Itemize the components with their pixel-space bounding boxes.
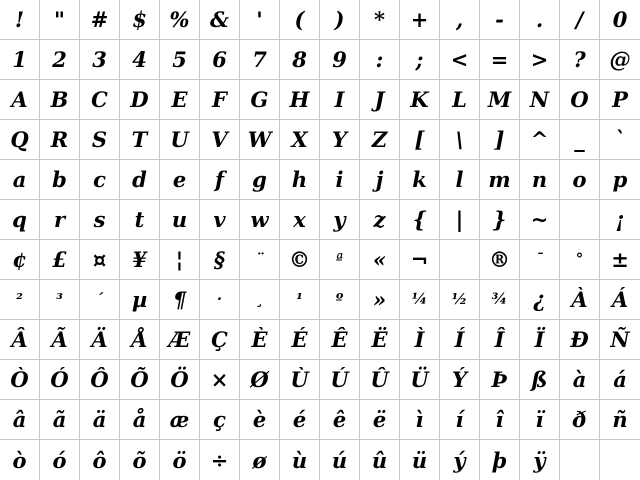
glyph-cell[interactable]: û	[360, 440, 400, 480]
glyph-cell[interactable]: ¦	[160, 240, 200, 280]
glyph-cell[interactable]: Ë	[360, 320, 400, 360]
glyph-cell[interactable]: Ô	[80, 360, 120, 400]
glyph-cell[interactable]: ×	[200, 360, 240, 400]
glyph-cell[interactable]: á	[600, 360, 640, 400]
glyph-cell[interactable]: Û	[360, 360, 400, 400]
glyph-cell[interactable]: Ù	[280, 360, 320, 400]
glyph-cell[interactable]: _	[560, 120, 600, 160]
glyph-cell[interactable]: :	[360, 40, 400, 80]
glyph-cell[interactable]: ¿	[520, 280, 560, 320]
glyph-cell[interactable]: g	[240, 160, 280, 200]
glyph-cell[interactable]: é	[280, 400, 320, 440]
glyph-cell[interactable]: w	[240, 200, 280, 240]
glyph-cell[interactable]: ú	[320, 440, 360, 480]
glyph-cell[interactable]: Ð	[560, 320, 600, 360]
glyph-cell[interactable]: É	[280, 320, 320, 360]
glyph-cell[interactable]: G	[240, 80, 280, 120]
glyph-cell[interactable]: =	[480, 40, 520, 80]
glyph-cell[interactable]	[560, 200, 600, 240]
glyph-cell[interactable]: Á	[600, 280, 640, 320]
glyph-cell[interactable]: *	[360, 0, 400, 40]
glyph-cell[interactable]: m	[480, 160, 520, 200]
glyph-cell[interactable]: ,	[440, 0, 480, 40]
glyph-cell[interactable]: ç	[200, 400, 240, 440]
glyph-cell[interactable]: ;	[400, 40, 440, 80]
glyph-cell[interactable]: »	[360, 280, 400, 320]
glyph-cell[interactable]: A	[0, 80, 40, 120]
glyph-cell[interactable]: x	[280, 200, 320, 240]
glyph-cell[interactable]: ä	[80, 400, 120, 440]
glyph-cell[interactable]: ó	[40, 440, 80, 480]
glyph-cell[interactable]: Î	[480, 320, 520, 360]
glyph-cell[interactable]: æ	[160, 400, 200, 440]
glyph-cell[interactable]: B	[40, 80, 80, 120]
glyph-cell[interactable]: S	[80, 120, 120, 160]
glyph-cell[interactable]: ´	[80, 280, 120, 320]
glyph-cell[interactable]: c	[80, 160, 120, 200]
glyph-cell[interactable]: ¢	[0, 240, 40, 280]
glyph-cell[interactable]: \	[440, 120, 480, 160]
glyph-cell[interactable]: 9	[320, 40, 360, 80]
glyph-cell[interactable]: U	[160, 120, 200, 160]
glyph-cell[interactable]: <	[440, 40, 480, 80]
glyph-cell[interactable]: /	[560, 0, 600, 40]
glyph-cell[interactable]: $	[120, 0, 160, 40]
glyph-cell[interactable]: Ã	[40, 320, 80, 360]
glyph-cell[interactable]: Ü	[400, 360, 440, 400]
glyph-cell[interactable]: t	[120, 200, 160, 240]
glyph-cell[interactable]: |	[440, 200, 480, 240]
glyph-cell[interactable]: 5	[160, 40, 200, 80]
glyph-cell[interactable]: N	[520, 80, 560, 120]
glyph-cell[interactable]: ß	[520, 360, 560, 400]
glyph-cell[interactable]: s	[80, 200, 120, 240]
glyph-cell[interactable]: h	[280, 160, 320, 200]
glyph-cell[interactable]: p	[600, 160, 640, 200]
glyph-cell[interactable]: (	[280, 0, 320, 40]
glyph-cell[interactable]: !	[0, 0, 40, 40]
glyph-cell[interactable]: 0	[600, 0, 640, 40]
glyph-cell[interactable]: '	[240, 0, 280, 40]
glyph-cell[interactable]: b	[40, 160, 80, 200]
glyph-cell[interactable]: ¥	[120, 240, 160, 280]
glyph-cell[interactable]: à	[560, 360, 600, 400]
glyph-cell[interactable]: ¤	[80, 240, 120, 280]
glyph-cell[interactable]: Ý	[440, 360, 480, 400]
glyph-cell[interactable]: ø	[240, 440, 280, 480]
glyph-cell[interactable]: «	[360, 240, 400, 280]
glyph-cell[interactable]: 3	[80, 40, 120, 80]
glyph-cell[interactable]: 8	[280, 40, 320, 80]
glyph-cell[interactable]: ê	[320, 400, 360, 440]
glyph-cell[interactable]: l	[440, 160, 480, 200]
glyph-cell[interactable]: Ö	[160, 360, 200, 400]
glyph-cell[interactable]: &	[200, 0, 240, 40]
glyph-cell[interactable]: J	[360, 80, 400, 120]
glyph-cell[interactable]: ²	[0, 280, 40, 320]
glyph-cell[interactable]: %	[160, 0, 200, 40]
glyph-cell[interactable]: }	[480, 200, 520, 240]
glyph-cell[interactable]: µ	[120, 280, 160, 320]
glyph-cell[interactable]: §	[200, 240, 240, 280]
glyph-cell[interactable]: Ó	[40, 360, 80, 400]
glyph-cell[interactable]: ü	[400, 440, 440, 480]
glyph-cell[interactable]: Ò	[0, 360, 40, 400]
glyph-cell[interactable]: ?	[560, 40, 600, 80]
glyph-cell[interactable]: z	[360, 200, 400, 240]
glyph-cell[interactable]: ¼	[400, 280, 440, 320]
glyph-cell[interactable]: Ï	[520, 320, 560, 360]
glyph-cell[interactable]: Ê	[320, 320, 360, 360]
glyph-cell[interactable]: .	[520, 0, 560, 40]
glyph-cell[interactable]: k	[400, 160, 440, 200]
glyph-cell[interactable]: >	[520, 40, 560, 80]
glyph-cell[interactable]: e	[160, 160, 200, 200]
glyph-cell[interactable]: ò	[0, 440, 40, 480]
glyph-cell[interactable]: {	[400, 200, 440, 240]
glyph-cell[interactable]: ¡	[600, 200, 640, 240]
glyph-cell[interactable]: O	[560, 80, 600, 120]
glyph-cell[interactable]: þ	[480, 440, 520, 480]
glyph-cell[interactable]: M	[480, 80, 520, 120]
glyph-cell[interactable]: K	[400, 80, 440, 120]
glyph-cell[interactable]: ±	[600, 240, 640, 280]
glyph-cell[interactable]: ª	[320, 240, 360, 280]
glyph-cell[interactable]: i	[320, 160, 360, 200]
glyph-cell[interactable]: Q	[0, 120, 40, 160]
glyph-cell[interactable]: Í	[440, 320, 480, 360]
glyph-cell[interactable]: 1	[0, 40, 40, 80]
glyph-cell[interactable]: ¸	[240, 280, 280, 320]
glyph-cell[interactable]: ¹	[280, 280, 320, 320]
glyph-cell[interactable]: Ú	[320, 360, 360, 400]
glyph-cell[interactable]: ¶	[160, 280, 200, 320]
glyph-cell[interactable]: Æ	[160, 320, 200, 360]
glyph-cell[interactable]: ¯	[520, 240, 560, 280]
glyph-cell[interactable]: ©	[280, 240, 320, 280]
glyph-cell[interactable]: )	[320, 0, 360, 40]
glyph-cell[interactable]: o	[560, 160, 600, 200]
glyph-cell[interactable]: [	[400, 120, 440, 160]
glyph-cell[interactable]: T	[120, 120, 160, 160]
glyph-cell[interactable]: V	[200, 120, 240, 160]
glyph-cell[interactable]: ¨	[240, 240, 280, 280]
glyph-cell[interactable]: Ø	[240, 360, 280, 400]
glyph-cell[interactable]: ÷	[200, 440, 240, 480]
glyph-cell[interactable]: y	[320, 200, 360, 240]
glyph-cell[interactable]: £	[40, 240, 80, 280]
glyph-cell[interactable]: ì	[400, 400, 440, 440]
glyph-cell[interactable]: D	[120, 80, 160, 120]
glyph-cell[interactable]: ö	[160, 440, 200, 480]
glyph-cell[interactable]: f	[200, 160, 240, 200]
glyph-cell[interactable]: Þ	[480, 360, 520, 400]
glyph-cell[interactable]: º	[320, 280, 360, 320]
glyph-cell[interactable]: F	[200, 80, 240, 120]
glyph-cell[interactable]: õ	[120, 440, 160, 480]
glyph-cell[interactable]: u	[160, 200, 200, 240]
glyph-cell[interactable]: ð	[560, 400, 600, 440]
glyph-cell[interactable]: d	[120, 160, 160, 200]
glyph-cell[interactable]: Ç	[200, 320, 240, 360]
glyph-cell[interactable]: R	[40, 120, 80, 160]
glyph-cell[interactable]: Â	[0, 320, 40, 360]
glyph-cell[interactable]: "	[40, 0, 80, 40]
glyph-cell[interactable]: ^	[520, 120, 560, 160]
glyph-cell[interactable]: X	[280, 120, 320, 160]
glyph-cell[interactable]: v	[200, 200, 240, 240]
glyph-cell[interactable]: Õ	[120, 360, 160, 400]
glyph-cell[interactable]: 2	[40, 40, 80, 80]
glyph-cell[interactable]: I	[320, 80, 360, 120]
glyph-cell[interactable]	[600, 440, 640, 480]
glyph-cell[interactable]: À	[560, 280, 600, 320]
glyph-cell[interactable]: ®	[480, 240, 520, 280]
glyph-cell[interactable]: 6	[200, 40, 240, 80]
glyph-cell[interactable]: +	[400, 0, 440, 40]
glyph-cell[interactable]: r	[40, 200, 80, 240]
glyph-cell[interactable]: L	[440, 80, 480, 120]
glyph-cell[interactable]: @	[600, 40, 640, 80]
glyph-cell[interactable]: ~	[520, 200, 560, 240]
glyph-cell[interactable]: E	[160, 80, 200, 120]
glyph-cell[interactable]: n	[520, 160, 560, 200]
glyph-cell[interactable]: ô	[80, 440, 120, 480]
glyph-cell[interactable]: Ñ	[600, 320, 640, 360]
glyph-cell[interactable]	[440, 240, 480, 280]
glyph-cell[interactable]: Ì	[400, 320, 440, 360]
glyph-cell[interactable]: H	[280, 80, 320, 120]
glyph-cell[interactable]: î	[480, 400, 520, 440]
glyph-cell[interactable]: Y	[320, 120, 360, 160]
glyph-cell[interactable]: q	[0, 200, 40, 240]
glyph-cell[interactable]: a	[0, 160, 40, 200]
glyph-cell[interactable]: í	[440, 400, 480, 440]
glyph-cell[interactable]: ï	[520, 400, 560, 440]
glyph-cell[interactable]: °	[560, 240, 600, 280]
glyph-cell[interactable]: ¾	[480, 280, 520, 320]
glyph-cell[interactable]: ·	[200, 280, 240, 320]
glyph-cell[interactable]: È	[240, 320, 280, 360]
glyph-cell[interactable]	[560, 440, 600, 480]
glyph-cell[interactable]: Ä	[80, 320, 120, 360]
glyph-cell[interactable]: 7	[240, 40, 280, 80]
glyph-cell[interactable]: C	[80, 80, 120, 120]
glyph-cell[interactable]: ë	[360, 400, 400, 440]
glyph-cell[interactable]: ¬	[400, 240, 440, 280]
glyph-cell[interactable]: j	[360, 160, 400, 200]
glyph-cell[interactable]: ]	[480, 120, 520, 160]
glyph-cell[interactable]: ã	[40, 400, 80, 440]
glyph-cell[interactable]: ½	[440, 280, 480, 320]
glyph-cell[interactable]: W	[240, 120, 280, 160]
glyph-cell[interactable]: ù	[280, 440, 320, 480]
glyph-cell[interactable]: â	[0, 400, 40, 440]
glyph-cell[interactable]: -	[480, 0, 520, 40]
glyph-cell[interactable]: Z	[360, 120, 400, 160]
glyph-cell[interactable]: #	[80, 0, 120, 40]
glyph-cell[interactable]: `	[600, 120, 640, 160]
glyph-cell[interactable]: ý	[440, 440, 480, 480]
glyph-cell[interactable]: Å	[120, 320, 160, 360]
glyph-cell[interactable]: ñ	[600, 400, 640, 440]
glyph-cell[interactable]: ÿ	[520, 440, 560, 480]
glyph-cell[interactable]: ³	[40, 280, 80, 320]
glyph-cell[interactable]: 4	[120, 40, 160, 80]
glyph-cell[interactable]: P	[600, 80, 640, 120]
glyph-cell[interactable]: è	[240, 400, 280, 440]
glyph-cell[interactable]: å	[120, 400, 160, 440]
